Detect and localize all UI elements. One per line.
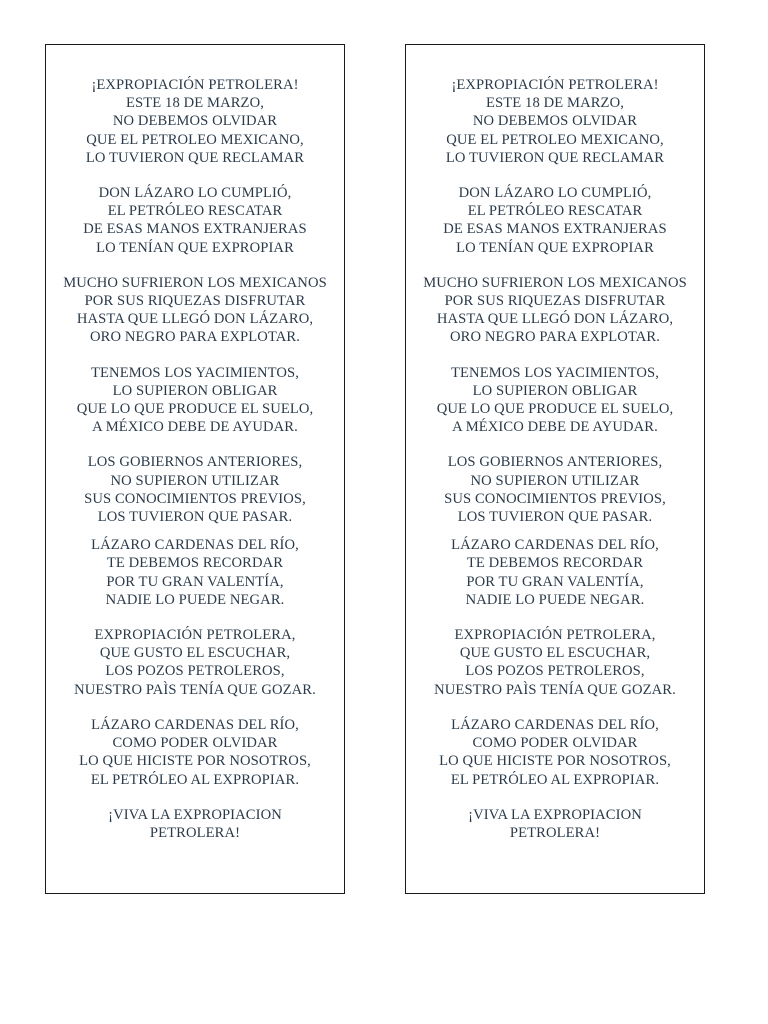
poem-line: QUE LO QUE PRODUCE EL SUELO, — [436, 401, 674, 418]
poem-line: QUE GUSTO EL ESCUCHAR, — [459, 645, 651, 662]
poem-line: NADIE LO PUEDE NEGAR. — [105, 591, 285, 608]
poem-line: NO SUPIERON UTILIZAR — [110, 472, 280, 489]
poem-line: SUS CONOCIMIENTOS PREVIOS, — [84, 490, 306, 507]
poem-line: TE DEBEMOS RECORDAR — [466, 555, 644, 572]
poem-line: LÁZARO CARDENAS DEL RÍO, — [451, 537, 659, 554]
poem-line: LO TUVIERON QUE RECLAMAR — [445, 149, 665, 166]
poem-stanza — [406, 536, 704, 609]
poem-line: SUS CONOCIMIENTOS PREVIOS, — [444, 490, 666, 507]
poem-line: PETROLERA! — [149, 824, 241, 841]
poem-line: QUE EL PETROLEO MEXICANO, — [86, 131, 304, 148]
poem-line: LÁZARO CARDENAS DEL RÍO, — [91, 537, 299, 554]
poem-line: EXPROPIACIÓN PETROLERA, — [94, 627, 296, 644]
poem-line: NADIE LO PUEDE NEGAR. — [465, 591, 645, 608]
poem-line: LO TUVIERON QUE RECLAMAR — [85, 149, 305, 166]
poem-stanza — [406, 274, 704, 347]
poem-line: LO TENÍAN QUE EXPROPIAR — [96, 239, 294, 256]
poem-line: NO DEBEMOS OLVIDAR — [472, 113, 638, 130]
poem-line: COMO PODER OLVIDAR — [112, 735, 278, 752]
poem-line: COMO PODER OLVIDAR — [472, 735, 638, 752]
poem-stanza — [46, 184, 344, 257]
poem-line: QUE GUSTO EL ESCUCHAR, — [99, 645, 291, 662]
poem-line: A MÉXICO DEBE DE AYUDAR. — [92, 419, 298, 436]
poem-line: DON LÁZARO LO CUMPLIÓ, — [98, 185, 292, 202]
poem-line: ¡EXPROPIACIÓN PETROLERA! — [451, 77, 659, 93]
poem-stanza — [406, 76, 704, 167]
poem-line: DON LÁZARO LO CUMPLIÓ, — [458, 185, 652, 202]
poem-line: LO QUE HICISTE POR NOSOTROS, — [439, 753, 671, 770]
poem-line: EL PETRÓLEO RESCATAR — [467, 203, 643, 220]
poem-line: A MÉXICO DEBE DE AYUDAR. — [452, 419, 658, 436]
poem-line: ESTE 18 DE MARZO, — [486, 95, 624, 112]
poem-line: LOS TUVIERON QUE PASAR. — [457, 509, 653, 526]
poem-stanza — [406, 364, 704, 437]
poem-line: DE ESAS MANOS EXTRANJERAS — [83, 221, 307, 238]
poem-line: QUE EL PETROLEO MEXICANO, — [446, 131, 664, 148]
poem-line: LOS POZOS PETROLEROS, — [465, 663, 645, 680]
poem-stanza — [46, 716, 344, 789]
poem-line: TENEMOS LOS YACIMIENTOS, — [91, 364, 299, 381]
poem-stanza — [46, 536, 344, 609]
poem-stanza — [46, 76, 344, 167]
poem-line: PETROLERA! — [509, 824, 601, 841]
poem-line: EXPROPIACIÓN PETROLERA, — [454, 627, 656, 644]
poem-line: ¡VIVA LA EXPROPIACION — [108, 806, 282, 823]
poem-line: MUCHO SUFRIERON LOS MEXICANOS — [423, 274, 687, 291]
poem-line: NUESTRO PAÌS TENÍA QUE GOZAR. — [74, 681, 316, 698]
poem-line: EL PETRÓLEO RESCATAR — [107, 203, 283, 220]
poem-line: QUE LO QUE PRODUCE EL SUELO, — [76, 401, 314, 418]
poem-stanza — [406, 453, 704, 526]
poem-stanza — [406, 184, 704, 257]
poem-stanza — [406, 806, 704, 842]
poem-line: LOS GOBIERNOS ANTERIORES, — [447, 454, 663, 471]
poem-line: NUESTRO PAÌS TENÍA QUE GOZAR. — [434, 681, 676, 698]
poem-line: MUCHO SUFRIERON LOS MEXICANOS — [63, 274, 327, 291]
poem-line: LO SUPIERON OBLIGAR — [472, 382, 638, 399]
poem-line: ¡EXPROPIACIÓN PETROLERA! — [91, 77, 299, 93]
poem-line: ESTE 18 DE MARZO, — [126, 95, 264, 112]
poem-line: DE ESAS MANOS EXTRANJERAS — [443, 221, 667, 238]
poem-line: ORO NEGRO PARA EXPLOTAR. — [90, 329, 300, 346]
poem-line: TENEMOS LOS YACIMIENTOS, — [451, 364, 659, 381]
poem-line: LOS TUVIERON QUE PASAR. — [97, 509, 293, 526]
poem-line: LO SUPIERON OBLIGAR — [112, 382, 278, 399]
poem-line: HASTA QUE LLEGÓ DON LÁZARO, — [76, 311, 314, 328]
poem-line: LÁZARO CARDENAS DEL RÍO, — [91, 716, 299, 733]
poem-line: LO TENÍAN QUE EXPROPIAR — [456, 239, 654, 256]
poem-line: ¡VIVA LA EXPROPIACION — [468, 806, 642, 823]
bookmark-left — [45, 44, 345, 894]
poem-line: TE DEBEMOS RECORDAR — [106, 555, 284, 572]
poem-stanza — [46, 274, 344, 347]
poem-line: EL PETRÓLEO AL EXPROPIAR. — [450, 771, 660, 788]
poem-left — [46, 76, 344, 859]
poem-line: ORO NEGRO PARA EXPLOTAR. — [450, 329, 660, 346]
poem-line: EL PETRÓLEO AL EXPROPIAR. — [90, 771, 300, 788]
poem-line: LOS GOBIERNOS ANTERIORES, — [87, 454, 303, 471]
poem-line: POR TU GRAN VALENTÍA, — [106, 573, 284, 590]
poem-line: NO SUPIERON UTILIZAR — [470, 472, 640, 489]
bookmark-right — [405, 44, 705, 894]
poem-stanza — [406, 716, 704, 789]
poem-line: NO DEBEMOS OLVIDAR — [112, 113, 278, 130]
poem-stanza — [46, 453, 344, 526]
poem-stanza — [46, 626, 344, 699]
poem-line: POR SUS RIQUEZAS DISFRUTAR — [84, 293, 306, 310]
poem-line: POR TU GRAN VALENTÍA, — [466, 573, 644, 590]
poem-line: LO QUE HICISTE POR NOSOTROS, — [79, 753, 311, 770]
poem-line: HASTA QUE LLEGÓ DON LÁZARO, — [436, 311, 674, 328]
poem-line: LOS POZOS PETROLEROS, — [105, 663, 285, 680]
poem-stanza — [46, 364, 344, 437]
poem-stanza — [406, 626, 704, 699]
poem-stanza — [46, 806, 344, 842]
poem-right — [406, 76, 704, 859]
poem-line: LÁZARO CARDENAS DEL RÍO, — [451, 716, 659, 733]
poem-line: POR SUS RIQUEZAS DISFRUTAR — [444, 293, 666, 310]
